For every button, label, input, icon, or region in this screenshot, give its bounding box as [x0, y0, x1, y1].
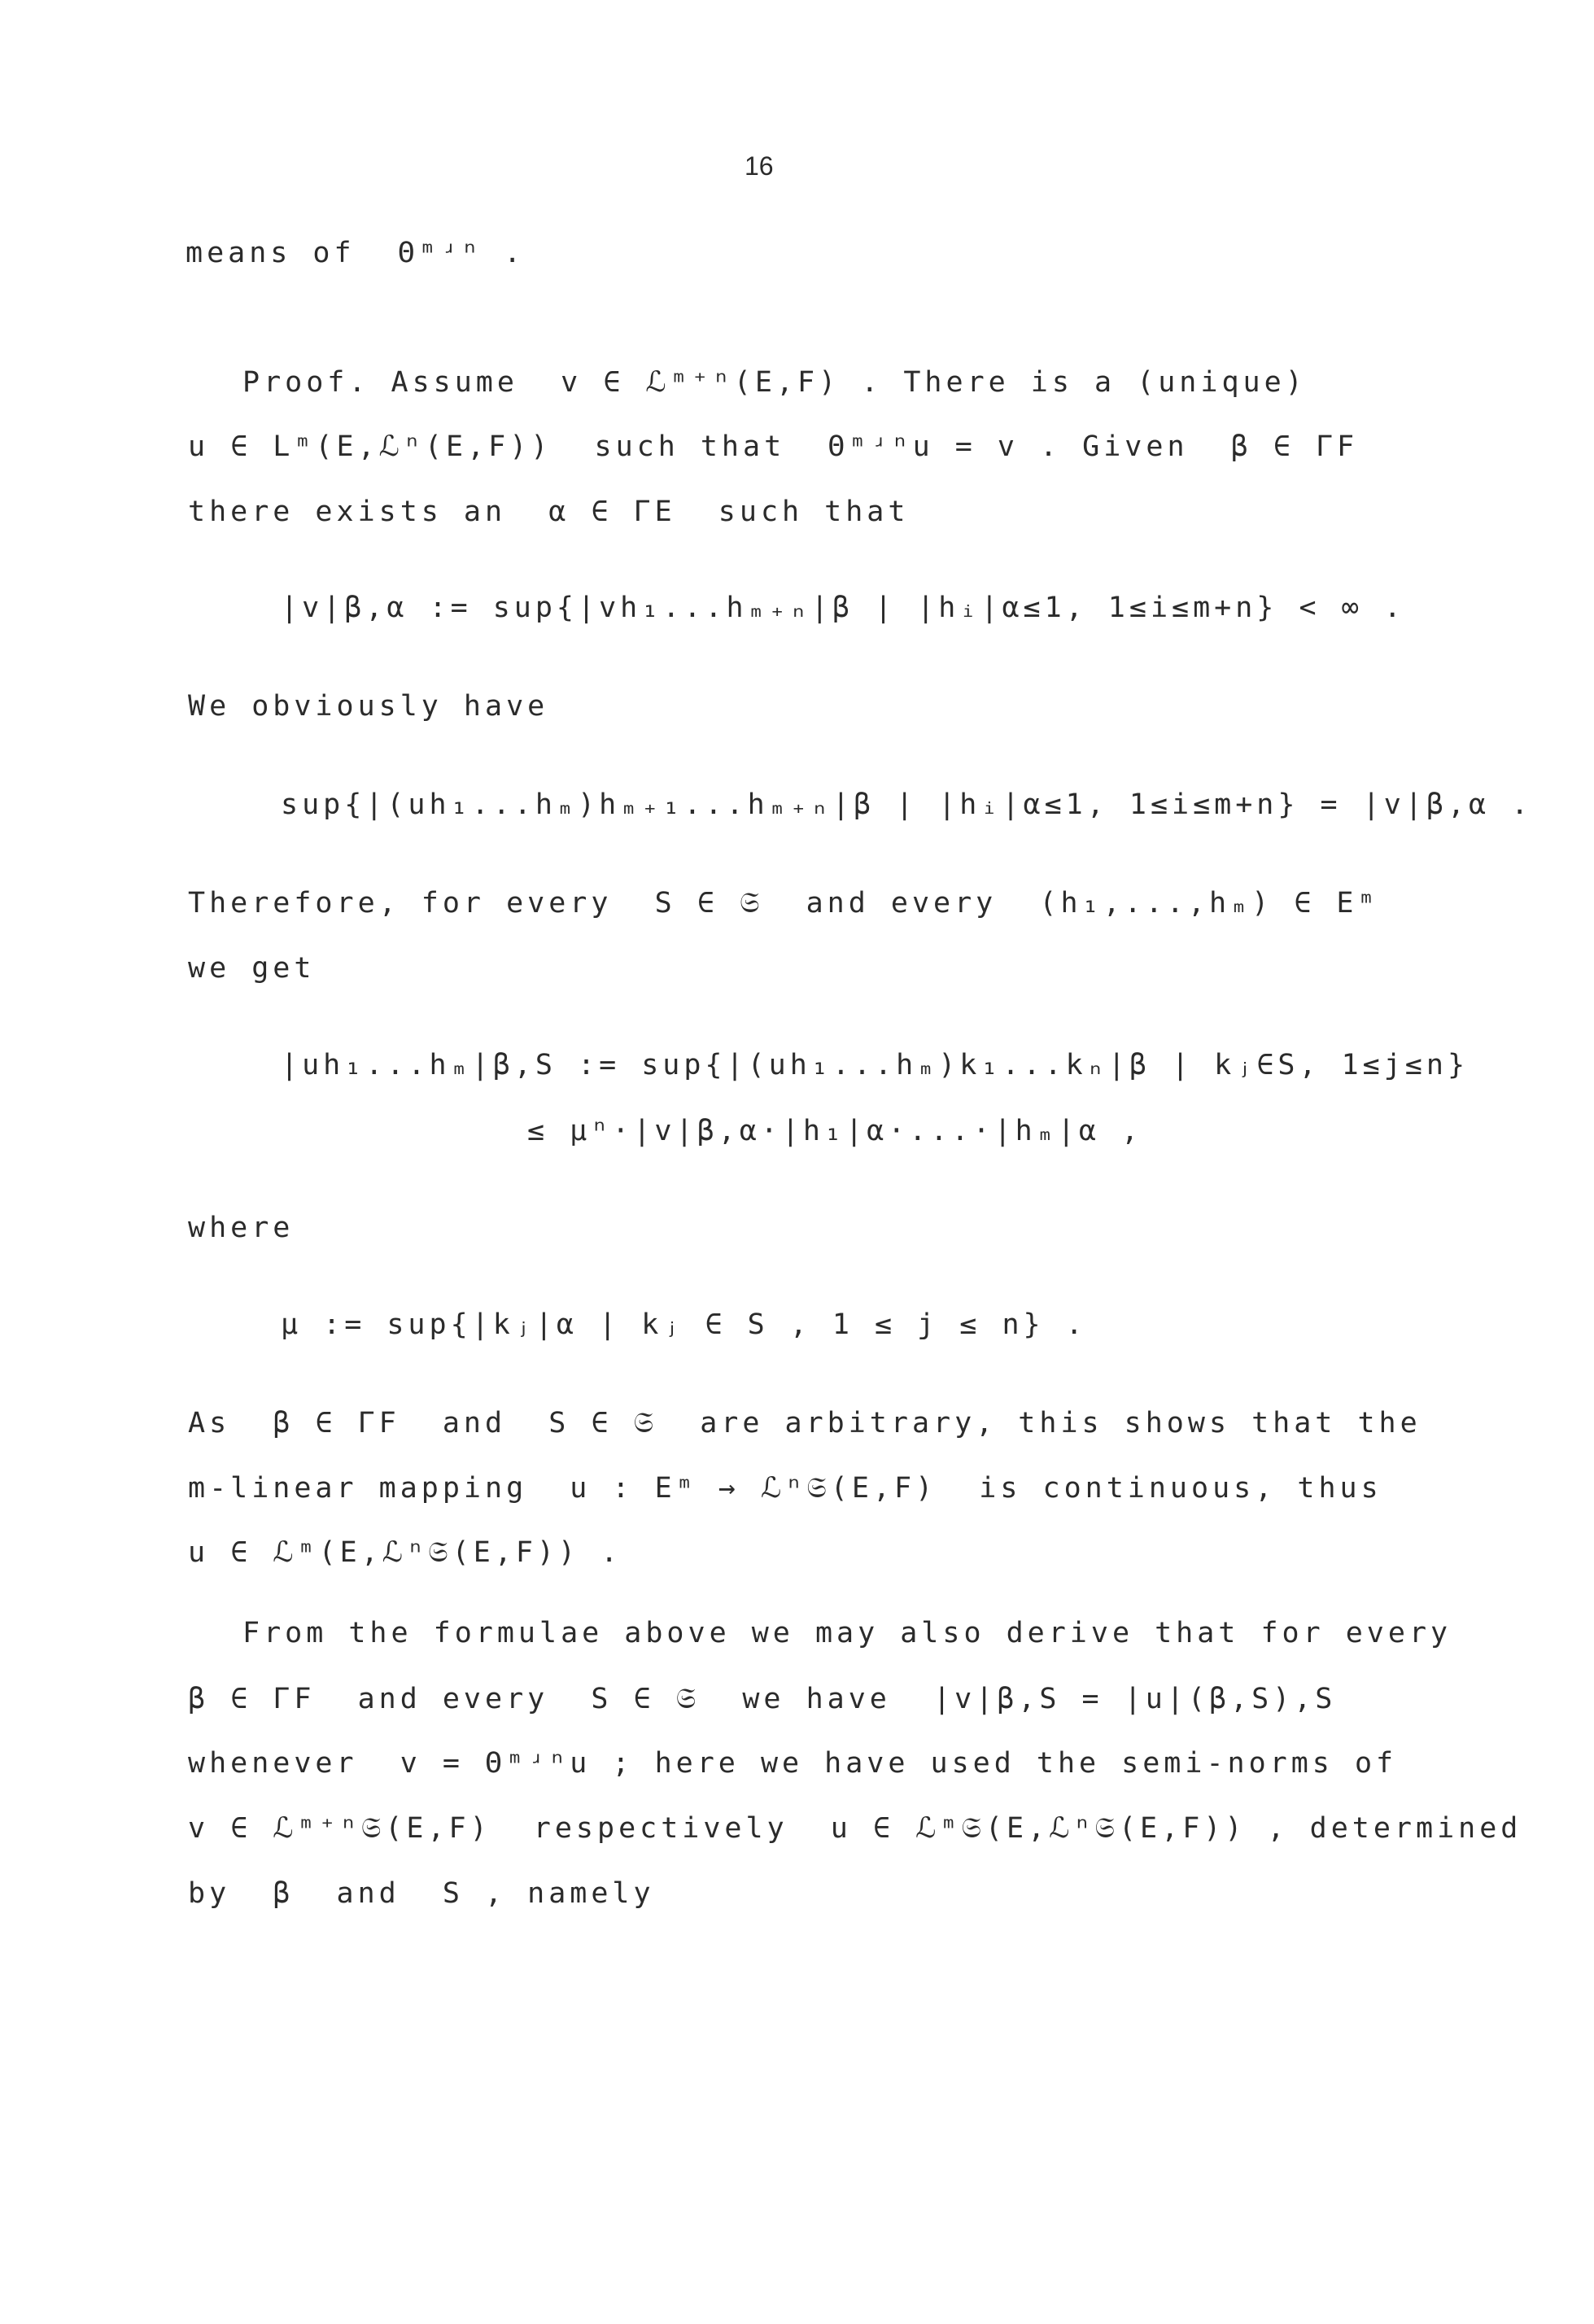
text-line-means-of: means of Θᵐʴⁿ .	[186, 237, 526, 269]
text-line-whenever: whenever v = Θᵐʴⁿu ; here we have used the semi-norms of	[188, 1747, 1398, 1780]
page-number: 16	[745, 151, 774, 181]
text-line-by-beta: by β and S , namely	[188, 1877, 655, 1910]
text-line-therefore: Therefore, for every S ∈ 𝔖 and every (h₁,...,hₘ) ∈ Eᵐ	[188, 887, 1379, 920]
text-line-beta-and-every: β ∈ ΓF and every S ∈ 𝔖 we have |v|β,S = |u|(β,S),S	[188, 1683, 1337, 1715]
text-line-unique-u: u ∈ Lᵐ(E,ℒⁿ(E,F)) such that Θᵐʴⁿu = v . Given β ∈ ΓF	[188, 430, 1359, 463]
text-line-from-formulae: From the formulae above we may also derive that for every	[242, 1617, 1452, 1649]
formula-mu-definition: μ := sup{|kⱼ|α | kⱼ ∈ S , 1 ≤ j ≤ n} .	[281, 1308, 1087, 1341]
text-line-respectively: v ∈ ℒᵐ⁺ⁿ𝔖(E,F) respectively u ∈ ℒᵐ𝔖(E,ℒⁿ𝔖(E,F)) , determined	[188, 1812, 1522, 1845]
text-line-m-linear: m-linear mapping u : Eᵐ → ℒⁿ𝔖(E,F) is continuous, thus	[188, 1472, 1382, 1505]
text-line-proof-assume: Proof. Assume v ∈ ℒᵐ⁺ⁿ(E,F) . There is a (unique)	[242, 366, 1307, 399]
text-line-where: where	[188, 1212, 295, 1244]
formula-estimate: ≤ μⁿ·|v|β,α·|h₁|α·...·|hₘ|α ,	[527, 1115, 1143, 1147]
text-line-u-in-L: u ∈ ℒᵐ(E,ℒⁿ𝔖(E,F)) .	[188, 1536, 622, 1569]
formula-seminorm-v: |v|β,α := sup{|vh₁...hₘ₊ₙ|β | |hᵢ|α≤1, 1≤i≤m+n} < ∞ .	[281, 592, 1405, 624]
text-line-we-get: we get	[188, 952, 316, 985]
formula-sup-equality: sup{|(uh₁...hₘ)hₘ₊₁...hₘ₊ₙ|β | |hᵢ|α≤1, 1≤i≤m+n} = |v|β,α .	[281, 788, 1533, 821]
text-line-there-exists: there exists an α ∈ ΓE such that	[188, 496, 910, 528]
text-line-obviously: We obviously have	[188, 690, 549, 723]
formula-seminorm-u: |uh₁...hₘ|β,S := sup{|(uh₁...hₘ)k₁...kₙ|β | kⱼ∈S, 1≤j≤n}	[281, 1049, 1470, 1081]
text-line-as-beta: As β ∈ ΓF and S ∈ 𝔖 are arbitrary, this shows that the	[188, 1407, 1421, 1439]
